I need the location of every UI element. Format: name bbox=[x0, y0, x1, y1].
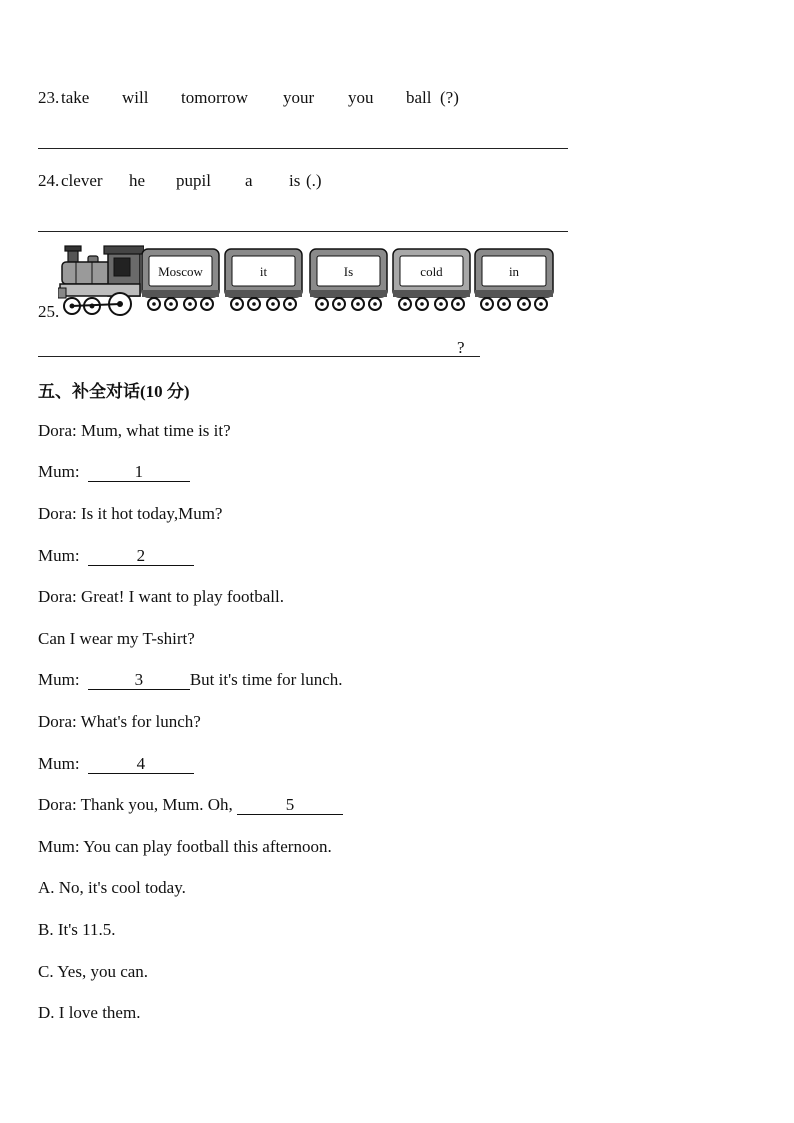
dialogue-text: What's for lunch? bbox=[80, 712, 201, 731]
train-car-word: Moscow bbox=[158, 264, 203, 279]
dialogue-text: Great! I want to play football. bbox=[80, 587, 284, 606]
answer-blank-2[interactable]: 2 bbox=[88, 547, 194, 566]
answer-line[interactable] bbox=[38, 231, 568, 232]
speaker: Dora: bbox=[38, 421, 77, 440]
dialogue-line bbox=[38, 504, 222, 524]
train-car-word: it bbox=[259, 264, 268, 279]
speaker: Mum: bbox=[38, 462, 80, 481]
train-car-body bbox=[141, 248, 220, 314]
option-c: C. Yes, you can. bbox=[38, 962, 149, 981]
dialogue-line bbox=[38, 670, 343, 690]
answer-blank-4[interactable]: 4 bbox=[88, 755, 194, 774]
scrambled-word: a bbox=[245, 171, 253, 190]
speaker: Dora: bbox=[38, 712, 77, 731]
dialogue-line bbox=[38, 712, 201, 732]
answer-blank-3[interactable]: 3 bbox=[88, 671, 190, 690]
dialogue-text: You can play football this afternoon. bbox=[83, 837, 332, 856]
train-car-word: in bbox=[508, 264, 520, 279]
train-car bbox=[309, 248, 388, 302]
answer-line[interactable] bbox=[38, 148, 568, 149]
scrambled-word: ball bbox=[406, 88, 432, 107]
speaker: Mum: bbox=[38, 837, 80, 856]
dialogue-line bbox=[38, 754, 194, 774]
dialogue-text: Mum, what time is it? bbox=[80, 421, 231, 440]
train-car-word: Is bbox=[343, 264, 354, 279]
dialogue-text: Can I wear my T-shirt? bbox=[38, 629, 195, 648]
option-d: D. I love them. bbox=[38, 1003, 141, 1022]
speaker: Mum: bbox=[38, 670, 80, 689]
dialogue-line bbox=[38, 587, 284, 607]
scrambled-word: will bbox=[122, 88, 149, 107]
answer-line[interactable] bbox=[38, 356, 480, 357]
speaker: Dora: bbox=[38, 587, 77, 606]
scrambled-word: pupil bbox=[176, 171, 211, 190]
speaker: Mum: bbox=[38, 754, 80, 773]
end-mark: ? bbox=[457, 338, 465, 357]
train-car bbox=[224, 248, 303, 302]
train-car-body bbox=[474, 248, 554, 314]
train-car-word: cold bbox=[420, 264, 443, 279]
train-car-body bbox=[309, 248, 388, 314]
punctuation-hint: (?) bbox=[440, 88, 459, 107]
scrambled-word: take bbox=[61, 88, 90, 107]
scrambled-word: you bbox=[348, 88, 374, 107]
answer-blank-1[interactable]: 1 bbox=[88, 463, 190, 482]
locomotive-image bbox=[58, 244, 144, 318]
dialogue-line bbox=[38, 462, 190, 482]
dialogue-line bbox=[38, 629, 195, 649]
question-number: 25. bbox=[38, 302, 60, 321]
answer-blank-5[interactable]: 5 bbox=[237, 796, 343, 815]
train-car-body bbox=[224, 248, 303, 314]
option-a: A. No, it's cool today. bbox=[38, 878, 186, 897]
scrambled-word: tomorrow bbox=[181, 88, 249, 107]
speaker: Dora: bbox=[38, 795, 77, 814]
dialogue-line bbox=[38, 421, 231, 441]
dialogue-line bbox=[38, 546, 194, 566]
scrambled-word: clever bbox=[61, 171, 103, 190]
train-car bbox=[474, 248, 554, 302]
dialogue-line bbox=[38, 795, 343, 815]
scrambled-word: he bbox=[129, 171, 146, 190]
option-b: B. It's 11.5. bbox=[38, 920, 116, 939]
dialogue-line bbox=[38, 837, 332, 857]
speaker: Mum: bbox=[38, 546, 80, 565]
speaker: Dora: bbox=[38, 504, 77, 523]
dialogue-text: But it's time for lunch. bbox=[189, 670, 343, 689]
section-heading: 五、补全对话(10 分) bbox=[38, 382, 190, 401]
punctuation-hint: (.) bbox=[306, 171, 322, 190]
train-car bbox=[141, 248, 220, 302]
scrambled-word: your bbox=[283, 88, 315, 107]
dialogue-text: Is it hot today,Mum? bbox=[80, 504, 223, 523]
question-number: 24. bbox=[38, 171, 60, 190]
question-number: 23. bbox=[38, 88, 60, 107]
dialogue-text: Thank you, Mum. Oh, bbox=[80, 795, 233, 814]
train-car bbox=[392, 248, 471, 302]
train-car-body bbox=[392, 248, 471, 314]
scrambled-word: is bbox=[289, 171, 301, 190]
